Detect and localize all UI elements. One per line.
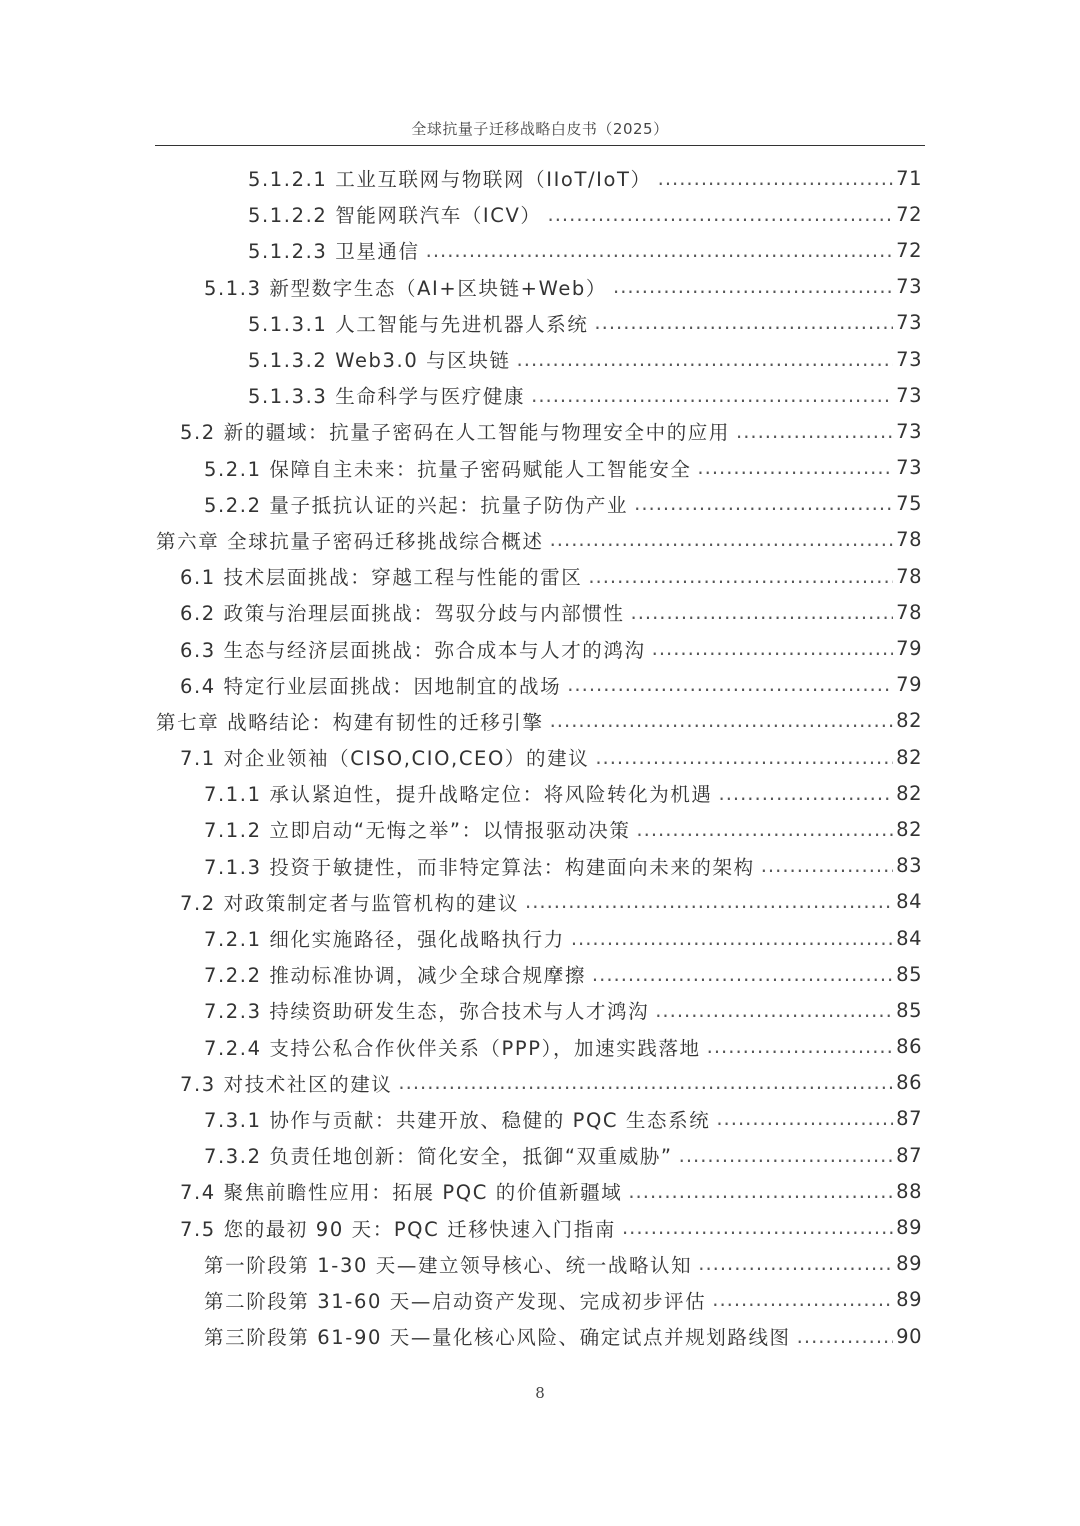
toc-entry[interactable] xyxy=(0,1137,1080,1173)
toc-dot-leader xyxy=(622,1216,893,1239)
toc-dot-leader xyxy=(634,492,893,515)
toc-entry-label: 7.1.3 投资于敏捷性，而非特定算法：构建面向未来的架构 xyxy=(204,855,755,879)
toc-dot-leader xyxy=(594,311,893,334)
toc-entry-label: 5.1.3.2 Web3.0 与区块链 xyxy=(248,349,511,373)
toc-entry-page: 73 xyxy=(896,311,922,335)
toc-entry-page: 73 xyxy=(896,419,922,443)
toc-dot-leader xyxy=(761,854,893,877)
toc-entry[interactable] xyxy=(0,992,1080,1028)
toc-dot-leader xyxy=(698,1252,893,1275)
toc-entry-page: 89 xyxy=(896,1252,922,1276)
toc-entry-label: 7.2 对政策制定者与监管机构的建议 xyxy=(180,891,520,915)
toc-entry-label: 7.3.1 协作与贡献：共建开放、稳健的 PQC 生态系统 xyxy=(204,1108,711,1132)
toc-entry-page: 86 xyxy=(896,1071,922,1095)
toc-entry-page: 73 xyxy=(896,275,922,299)
toc-dot-leader xyxy=(613,275,893,298)
toc-entry-page: 71 xyxy=(896,166,922,190)
toc-dot-leader xyxy=(398,1071,893,1094)
toc-entry-page: 89 xyxy=(896,1288,922,1312)
header-divider xyxy=(155,145,925,146)
toc-entry-label: 6.4 特定行业层面挑战：因地制宜的战场 xyxy=(180,674,562,698)
toc-entry-page: 78 xyxy=(896,600,922,624)
toc-entry-label: 第六章 全球抗量子密码迁移挑战综合概述 xyxy=(156,529,544,553)
toc-entry-page: 79 xyxy=(896,637,922,661)
toc-entry[interactable] xyxy=(0,1029,1080,1065)
toc-entry-page: 82 xyxy=(896,781,922,805)
toc-entry-label: 7.2.2 推动标准协调，减少全球合规摩擦 xyxy=(204,964,586,988)
toc-entry-label: 5.1.2.1 工业互联网与物联网（IIoT/IoT） xyxy=(248,168,652,192)
toc-entry-label: 5.2.1 保障自主未来：抗量子密码赋能人工智能安全 xyxy=(204,457,692,481)
toc-dot-leader xyxy=(707,1035,894,1058)
toc-entry-page: 78 xyxy=(896,564,922,588)
toc-dot-leader xyxy=(588,565,893,588)
toc-entry-label: 5.1.3 新型数字生态（AI+区块链+Web） xyxy=(204,276,607,300)
toc-entry-label: 7.1 对企业领袖（CISO,CIO,CEO）的建议 xyxy=(180,747,590,771)
toc-entry-page: 75 xyxy=(896,492,922,516)
toc-entry[interactable] xyxy=(0,630,1080,666)
toc-entry[interactable] xyxy=(0,848,1080,884)
toc-dot-leader xyxy=(571,927,893,950)
page-number: 8 xyxy=(535,1384,545,1402)
toc-entry[interactable] xyxy=(0,377,1080,413)
toc-dot-leader xyxy=(736,420,893,443)
toc-entry-page: 72 xyxy=(896,202,922,226)
toc-entry-page: 87 xyxy=(896,1107,922,1131)
toc-dot-leader xyxy=(567,673,893,696)
toc-entry-label: 6.2 政策与治理层面挑战：驾驭分歧与内部惯性 xyxy=(180,602,625,626)
toc-entry[interactable] xyxy=(0,1173,1080,1209)
toc-entry-label: 7.4 聚焦前瞻性应用：拓展 PQC 的价值新疆域 xyxy=(180,1181,623,1205)
toc-entry-label: 5.1.2.2 智能网联汽车（ICV） xyxy=(248,204,542,228)
toc-entry-page: 85 xyxy=(896,998,922,1022)
toc-entry-page: 82 xyxy=(896,817,922,841)
toc-dot-leader xyxy=(517,348,894,371)
toc-entry-page: 89 xyxy=(896,1216,922,1240)
toc-dot-leader xyxy=(797,1325,894,1348)
toc-entry[interactable] xyxy=(0,775,1080,811)
toc-entry-label: 第一阶段第 1-30 天—建立领导核心、统一战略认知 xyxy=(204,1253,693,1277)
toc-entry[interactable] xyxy=(0,956,1080,992)
toc-entry[interactable] xyxy=(0,160,1080,196)
toc-entry[interactable] xyxy=(0,1101,1080,1137)
toc-dot-leader xyxy=(595,746,893,769)
toc-dot-leader xyxy=(426,239,894,262)
toc-dot-leader xyxy=(550,709,894,732)
toc-entry-label: 7.3.2 负责任地创新：简化安全，抵御“双重威胁” xyxy=(204,1145,673,1169)
toc-entry[interactable] xyxy=(0,1209,1080,1245)
page-header-title: 全球抗量子迁移战略白皮书（2025） xyxy=(411,120,669,138)
toc-entry-page: 87 xyxy=(896,1143,922,1167)
toc-dot-leader xyxy=(548,203,894,226)
toc-entry-page: 73 xyxy=(896,383,922,407)
toc-dot-leader xyxy=(652,637,894,660)
toc-dot-leader xyxy=(679,1144,894,1167)
toc-entry-label: 5.1.3.1 人工智能与先进机器人系统 xyxy=(248,312,589,336)
toc-dot-leader xyxy=(636,818,893,841)
toc-entry[interactable] xyxy=(0,1282,1080,1318)
toc-entry[interactable] xyxy=(0,558,1080,594)
toc-entry-label: 5.1.2.3 卫星通信 xyxy=(248,240,420,264)
toc-entry-page: 82 xyxy=(896,745,922,769)
toc-entry[interactable] xyxy=(0,450,1080,486)
toc-entry-label: 7.1.1 承认紧迫性，提升战略定位：将风险转化为机遇 xyxy=(204,783,713,807)
toc-entry-page: 78 xyxy=(896,528,922,552)
toc-entry-label: 第七章 战略结论：构建有韧性的迁移引擎 xyxy=(156,710,544,734)
toc-entry-label: 7.2.4 支持公私合作伙伴关系（PPP），加速实践落地 xyxy=(204,1036,701,1060)
toc-entry[interactable] xyxy=(0,1246,1080,1282)
toc-dot-leader xyxy=(531,384,893,407)
toc-entry[interactable] xyxy=(0,413,1080,449)
toc-entry-page: 85 xyxy=(896,962,922,986)
toc-entry-page: 84 xyxy=(896,890,922,914)
toc-entry-label: 5.1.3.3 生命科学与医疗健康 xyxy=(248,385,526,409)
toc-entry-label: 5.2.2 量子抵抗认证的兴起：抗量子防伪产业 xyxy=(204,493,629,517)
toc-entry[interactable] xyxy=(0,703,1080,739)
toc-entry-page: 72 xyxy=(896,238,922,262)
toc-entry-page: 82 xyxy=(896,709,922,733)
toc-dot-leader xyxy=(592,963,893,986)
toc-entry-label: 第三阶段第 61-90 天—量化核心风险、确定试点并规划路线图 xyxy=(204,1326,791,1350)
toc-dot-leader xyxy=(658,167,894,190)
toc-entry-page: 86 xyxy=(896,1035,922,1059)
toc-entry-page: 73 xyxy=(896,456,922,480)
toc-entry[interactable] xyxy=(0,232,1080,268)
toc-dot-leader xyxy=(697,456,893,479)
toc-entry[interactable] xyxy=(0,522,1080,558)
toc-entry[interactable] xyxy=(0,667,1080,703)
toc-entry-page: 73 xyxy=(896,347,922,371)
toc-entry-label: 7.2.1 细化实施路径，强化战略执行力 xyxy=(204,928,565,952)
toc-entry[interactable] xyxy=(0,196,1080,232)
toc-entry[interactable] xyxy=(0,1318,1080,1354)
toc-entry-label: 7.1.2 立即启动“无悔之举”：以情报驱动决策 xyxy=(204,819,631,843)
toc-dot-leader xyxy=(628,1180,893,1203)
toc-entry[interactable] xyxy=(0,305,1080,341)
toc-entry[interactable] xyxy=(0,739,1080,775)
toc-dot-leader xyxy=(716,1107,893,1130)
toc-entry-label: 6.1 技术层面挑战：穿越工程与性能的雷区 xyxy=(180,566,583,590)
toc-entry-label: 7.5 您的最初 90 天：PQC 迁移快速入门指南 xyxy=(180,1217,616,1241)
toc-dot-leader xyxy=(631,601,894,624)
toc-entry[interactable] xyxy=(0,594,1080,630)
toc-entry-page: 84 xyxy=(896,926,922,950)
toc-entry-label: 第二阶段第 31-60 天—启动资产发现、完成初步评估 xyxy=(204,1289,707,1313)
toc-entry-page: 79 xyxy=(896,673,922,697)
toc-entry[interactable] xyxy=(0,920,1080,956)
toc-entry-page: 90 xyxy=(896,1324,922,1348)
toc-entry-page: 88 xyxy=(896,1179,922,1203)
toc-entry-label: 7.3 对技术社区的建议 xyxy=(180,1072,393,1096)
toc-entry[interactable] xyxy=(0,486,1080,522)
toc-dot-leader xyxy=(719,782,894,805)
toc-dot-leader xyxy=(550,528,894,551)
toc-dot-leader xyxy=(712,1288,893,1311)
toc-entry-label: 7.2.3 持续资助研发生态，弥合技术与人才鸿沟 xyxy=(204,1000,650,1024)
toc-entry[interactable] xyxy=(0,341,1080,377)
toc-entry[interactable] xyxy=(0,811,1080,847)
table-of-contents xyxy=(0,160,1080,1354)
toc-entry-label: 6.3 生态与经济层面挑战：弥合成本与人才的鸿沟 xyxy=(180,638,646,662)
toc-dot-leader xyxy=(655,999,893,1022)
toc-entry[interactable] xyxy=(0,884,1080,920)
toc-entry-label: 5.2 新的疆域：抗量子密码在人工智能与物理安全中的应用 xyxy=(180,421,731,445)
toc-entry[interactable] xyxy=(0,269,1080,305)
toc-entry[interactable] xyxy=(0,1065,1080,1101)
toc-dot-leader xyxy=(525,890,893,913)
toc-entry-page: 83 xyxy=(896,854,922,878)
